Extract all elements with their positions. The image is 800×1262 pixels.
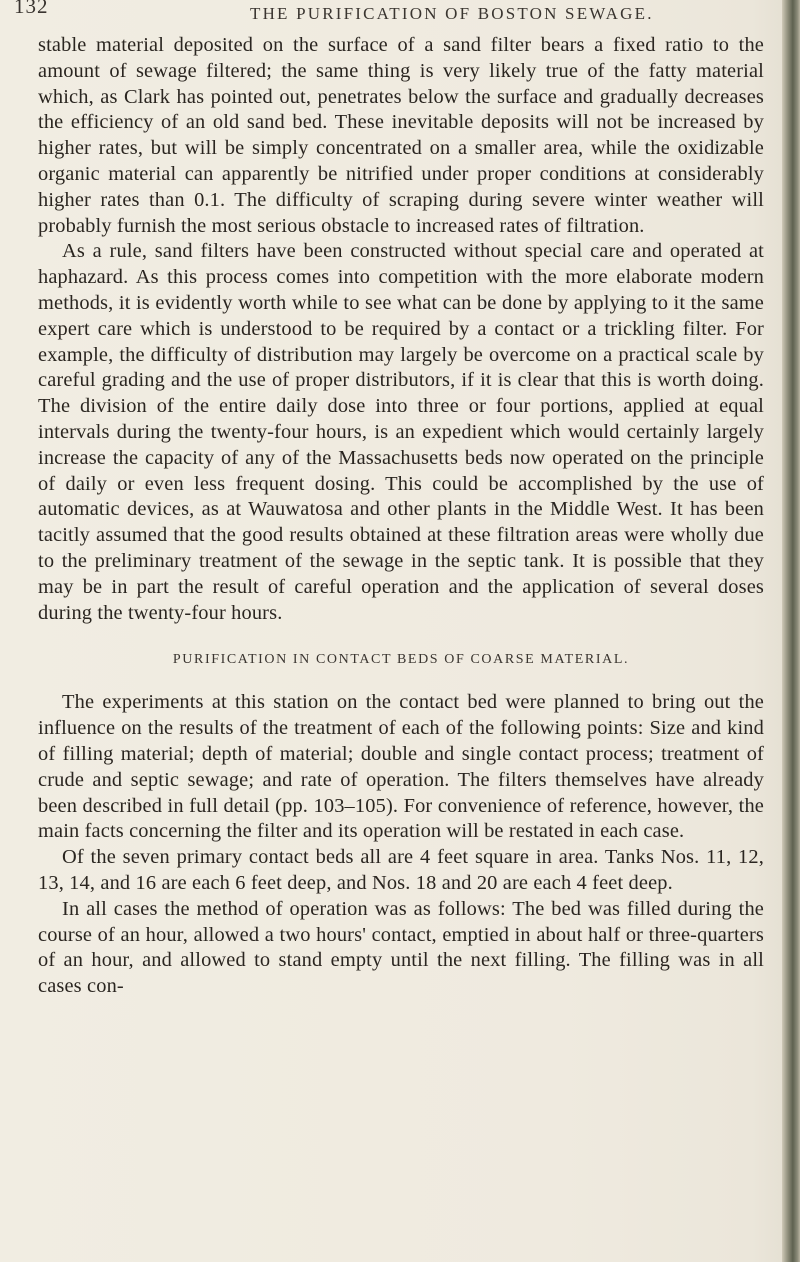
page-edge [782,0,800,1262]
running-title: THE PURIFICATION OF BOSTON SEWAGE. [250,4,654,23]
paragraph-experiments: The experiments at this station on the contact bed were planned to bring out the influence on the results of the treatment of each of the following points: Size and kind of filling material; depth of material; double and single contact process; treatment of crude and septic sewage; and rate of operation. The filters themselves have already been described in full detail (pp. 103–105). For convenience of reference, however, the main facts concerning the filter and its operation will be restated in each case. [38,691,764,843]
paragraph-sand-filters: As a rule, sand filters have been constructed without special care and operated at haphazard. As this process comes into competition with the more elaborate modern methods, it is evidently worth while to see what can be done by applying to it the same expert care which is understood to be required by a contact or a trickling filter. For example, the difficulty of distribution may largely be overcome on a practical scale by careful grading and the use of proper distributors, if it is clear that this is worth doing. The division of the entire daily dose into three or four portions, applied at equal intervals during the twenty-four hours, is an expedient which would certainly largely increase the capacity of any of the Massachusetts beds now operated on the principle of daily or even less frequent dosing. This could be accomplished by the use of automatic devices, as at Wauwatosa and other plants in the Middle West. It has been tacitly assumed that the good results obtained at these filtration areas were wholly due to the preliminary treatment of the sewage in the septic tank. It is possible that they may be in part the result of careful operation and the application of several doses during the twenty-four hours. [38,240,764,624]
body-text [38,33,764,1000]
paragraph-continued: stable material deposited on the surface of a sand filter bears a fixed ratio to the amount of sewage filtered; the same thing is very likely true of the fatty material which, as Clark has pointed out, penetrates below the surface and gradually decreases the efficiency of an old sand bed. These inevitable deposits will not be increased by higher rates, but will be simply concentrated on a smaller area, while the oxidizable organic material can apparently be nitrified under proper conditions at considerably higher rates than 0.1. The difficulty of scraping during severe winter weather will probably furnish the most serious obstacle to increased rates of filtration. [38,34,764,237]
paragraph-contact-beds: Of the seven primary contact beds all are 4 feet square in area. Tanks Nos. 11, 12, 13, 14, and 16 are each 6 feet deep, and Nos. 18 and 20 are each 4 feet deep. [38,846,764,894]
page-number: 132 [14,0,49,18]
paragraph-operation: In all cases the method of operation was as follows: The bed was filled during the course of an hour, allowed a two hours' contact, emptied in about half or three-quarters of an hour, and allowed to stand empty until the next filling. The filling was in all cases con- [38,897,764,998]
section-heading: PURIFICATION IN CONTACT BEDS OF COARSE MATERIAL. [172,652,630,668]
